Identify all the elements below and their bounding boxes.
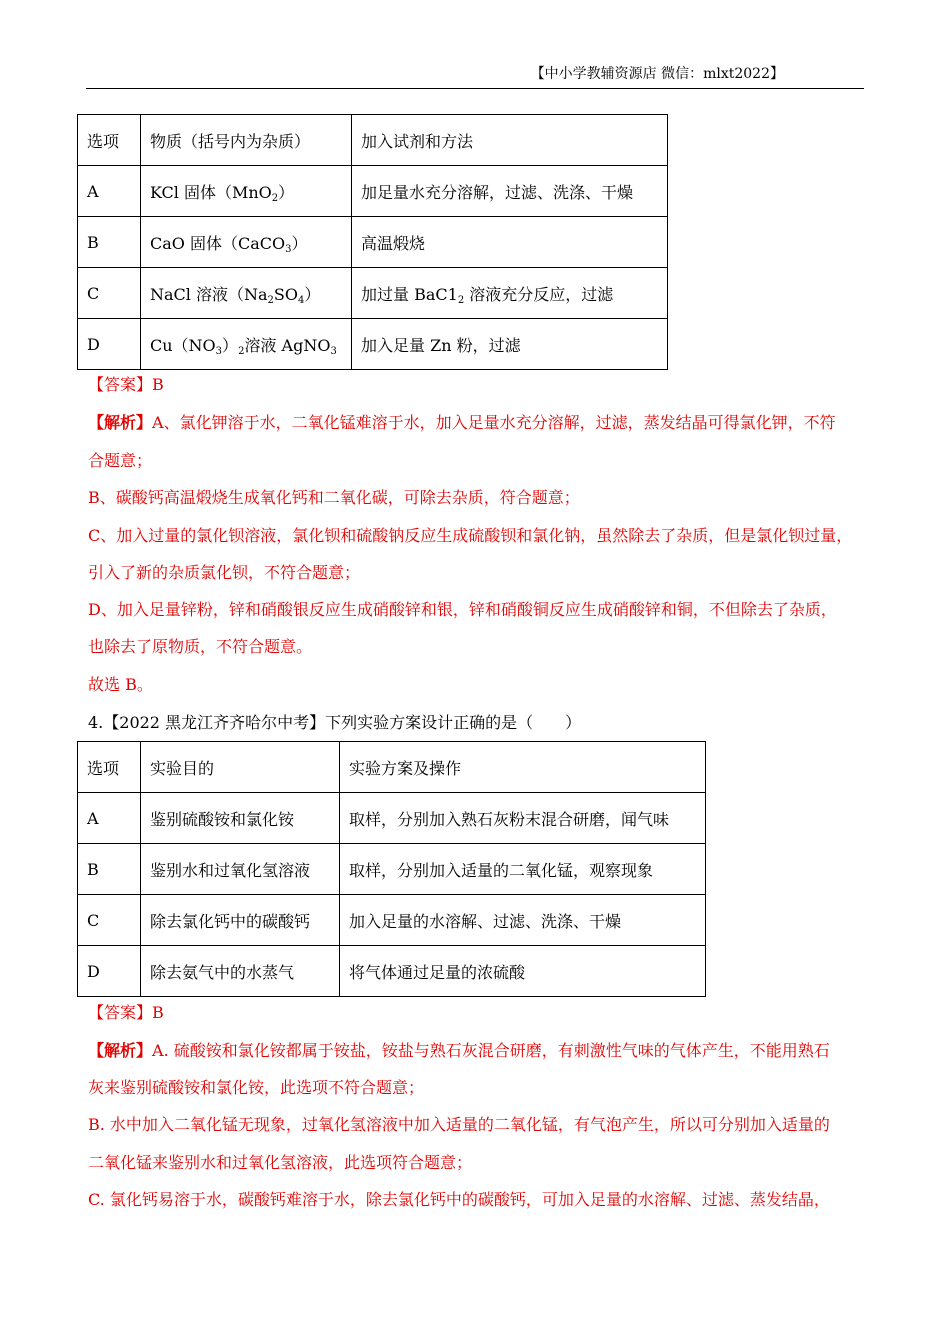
- option-cell: D: [78, 946, 141, 997]
- analysis-line: C. 氯化钙易溶于水，碳酸钙难溶于水，除去氯化钙中的碳酸钙，可加入足量的水溶解、过滤、蒸发结晶，: [88, 1190, 830, 1209]
- table-row: [78, 319, 668, 370]
- header-cell: 实验目的: [141, 742, 340, 793]
- analysis-line: 也除去了原物质，不符合题意。: [88, 637, 313, 656]
- question4-options-table: [77, 741, 706, 997]
- table-row: [78, 793, 706, 844]
- analysis-line: 引入了新的杂质氯化钡，不符合题意；: [88, 563, 361, 582]
- analysis-line: B、碳酸钙高温煅烧生成氧化钙和二氧化碳，可除去杂质，符合题意；: [88, 488, 580, 507]
- analysis-line: D、加入足量锌粉，锌和硝酸银反应生成硝酸锌和银，锌和硝酸铜反应生成硝酸锌和铜，不但除去了杂质，: [88, 600, 837, 619]
- question3-options-table: [77, 114, 668, 370]
- purpose-cell: 除去氨气中的水蒸气: [141, 946, 340, 997]
- question-4: 4.【2022 黑龙江齐齐哈尔中考】下列实验方案设计正确的是（ ）: [88, 713, 582, 732]
- analysis-line: C、加入过量的氯化钡溶液，氯化钡和硫酸钠反应生成硫酸钡和氯化钠，虽然除去了杂质，但是氯化钡过量，: [88, 526, 853, 545]
- header-cell: 实验方案及操作: [340, 742, 706, 793]
- table-header-row: [78, 115, 668, 166]
- analysis-line: 灰来鉴别硫酸铵和氯化铵，此选项不符合题意；: [88, 1078, 425, 1097]
- option-cell: D: [78, 319, 141, 370]
- option-cell: A: [78, 166, 141, 217]
- header-cell: 选项: [78, 742, 141, 793]
- method-cell: 高温煅烧: [352, 217, 668, 268]
- purpose-cell: 除去氯化钙中的碳酸钙: [141, 895, 340, 946]
- page-header: 【中小学教辅资源店 微信：mlxt2022】: [530, 66, 784, 82]
- header-cell: 选项: [78, 115, 141, 166]
- method-cell: 加足量水充分溶解，过滤、洗涤、干燥: [352, 166, 668, 217]
- answer-line: 【答案】B: [88, 375, 164, 394]
- analysis-line: 合题意；: [88, 451, 153, 470]
- option-cell: A: [78, 793, 141, 844]
- table-row: [78, 217, 668, 268]
- substance-cell: CaO 固体（CaCO$_3$）: [141, 217, 352, 268]
- method-cell: 加过量 $BaC1_2$ 溶液充分反应，过滤: [352, 268, 668, 319]
- method-cell: 取样，分别加入熟石灰粉末混合研磨，闻气味: [340, 793, 706, 844]
- header-cell: 加入试剂和方法: [352, 115, 668, 166]
- table-row: [78, 895, 706, 946]
- conclusion-line: 故选 B。: [88, 675, 153, 694]
- substance-cell: $Cu(NO_3)_2$溶液 AgNO$_3$: [141, 319, 352, 370]
- substance-cell: KCl 固体（MnO$_2$）: [141, 166, 352, 217]
- analysis-line: 【解析】A、氯化钾溶于水，二氧化锰难溶于水，加入足量水充分溶解，过滤，蒸发结晶可得氯化钾，不符: [88, 413, 836, 432]
- analysis-line: 【解析】A. 硫酸铵和氯化铵都属于铵盐，铵盐与熟石灰混合研磨，有刺激性气味的气体产生，不能用熟石: [88, 1041, 830, 1060]
- analysis-line: 二氧化锰来鉴别水和过氧化氢溶液，此选项符合题意；: [88, 1153, 473, 1172]
- table-header-row: [78, 742, 706, 793]
- method-cell: 将气体通过足量的浓硫酸: [340, 946, 706, 997]
- option-cell: B: [78, 217, 141, 268]
- answer-line: 【答案】B: [88, 1003, 164, 1022]
- method-cell: 加入足量 Zn 粉，过滤: [352, 319, 668, 370]
- purpose-cell: 鉴别硫酸铵和氯化铵: [141, 793, 340, 844]
- option-cell: C: [78, 268, 141, 319]
- table-row: [78, 844, 706, 895]
- analysis-line: B. 水中加入二氧化锰无现象，过氧化氢溶液中加入适量的二氧化锰，有气泡产生，所以可分别加入适量的: [88, 1115, 830, 1134]
- table-row: [78, 946, 706, 997]
- option-cell: B: [78, 844, 141, 895]
- option-cell: C: [78, 895, 141, 946]
- method-cell: 取样，分别加入适量的二氧化锰，观察现象: [340, 844, 706, 895]
- header-cell: 物质（括号内为杂质）: [141, 115, 352, 166]
- method-cell: 加入足量的水溶解、过滤、洗涤、干燥: [340, 895, 706, 946]
- table-row: [78, 166, 668, 217]
- header-rule: [86, 88, 864, 89]
- table-row: [78, 268, 668, 319]
- purpose-cell: 鉴别水和过氧化氢溶液: [141, 844, 340, 895]
- substance-cell: NaCl 溶液$(Na_2SO_4)$: [141, 268, 352, 319]
